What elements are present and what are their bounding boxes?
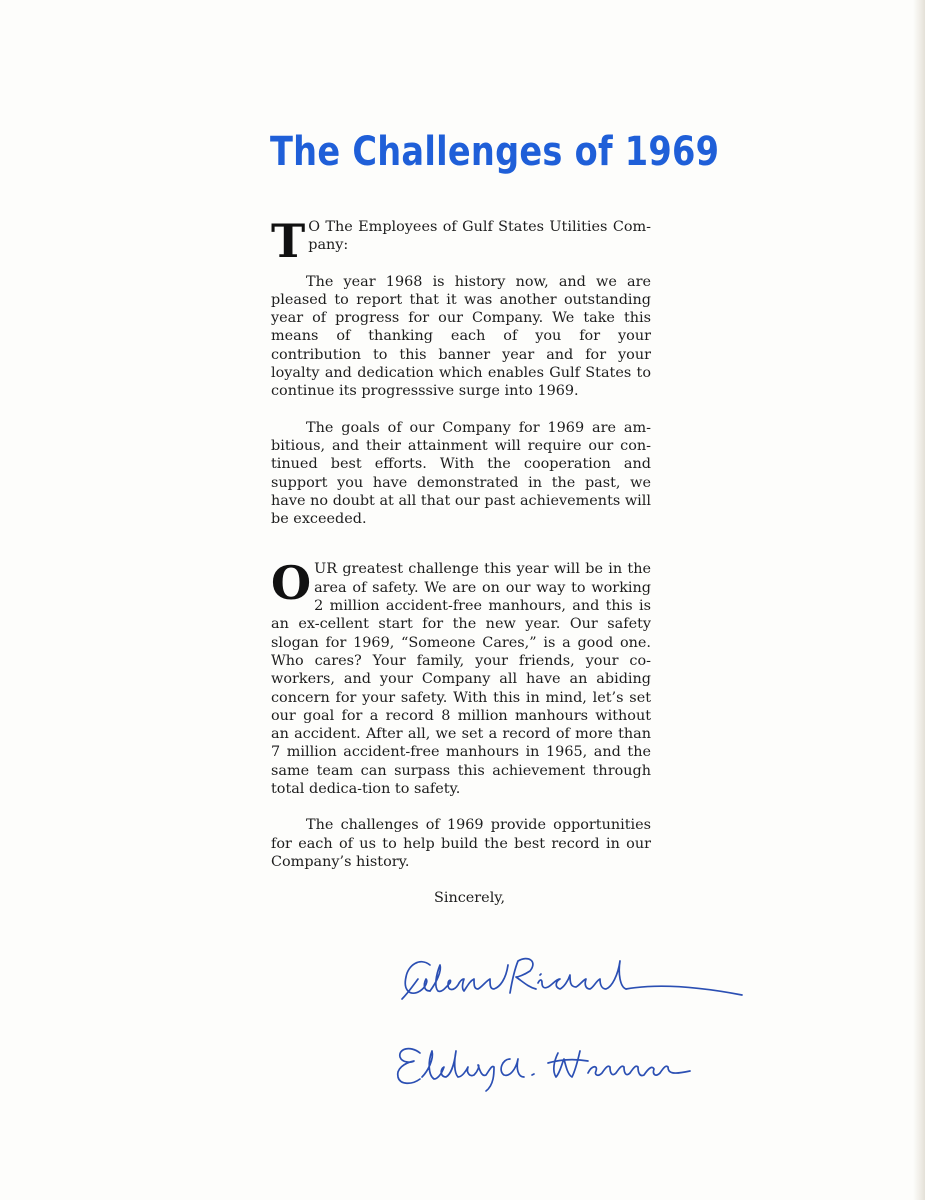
drop-cap-t: T — [271, 214, 306, 268]
signatures — [390, 935, 760, 1105]
paragraph-1: The year 1968 is history now, and we are pleased to report that it was another outstanding year of progress for our Company. We take this means of thanking each of you for your contribution to this banner year and for your loyalty and dedication which enables Gulf States to continue its progresssive surge into 1969. — [271, 273, 651, 400]
salutation-text: O The Employees of Gulf States Utilities Com-pany: — [308, 219, 651, 254]
signature-eldon-werner — [398, 1049, 690, 1091]
letter-body — [271, 214, 651, 925]
page-edge-shadow — [913, 0, 925, 1200]
signature-glenn-richard — [402, 959, 742, 999]
salutation — [271, 214, 651, 268]
signature-drawing — [390, 935, 760, 1105]
paragraph-2: The goals of our Company for 1969 are am-bitious, and their attainment will require our con-tinued best efforts. With the cooperation and support you have demonstrated in the past, we have no doubt at all that our past achievements will be exceeded. — [271, 419, 651, 528]
paragraph-4: The challenges of 1969 provide opportunities for each of us to help build the best record in our Company’s history. — [271, 817, 651, 870]
paragraph-3 — [271, 556, 651, 798]
page-title: The Challenges of 1969 — [270, 129, 720, 175]
drop-cap-o: O — [271, 556, 312, 611]
closing-sincerely: Sincerely, — [434, 890, 506, 907]
paragraph-3-text: UR greatest challenge this year will be in the area of safety. We are on our way to working 2 million accident-free manhours, and this is an ex-cellent start for the new year. Our safety slogan for 1969, “Someone Cares,” is a good one. Who cares? Your family, your friends, your co-workers, and your Company all have an abiding concern for your safety. With this in mind, let’s set our goal for a record 8 million manhours without an accident. After all, we set a record of more than 7 million accident-free manhours in 1965, and the same team can surpass this achievement through total dedica-tion to safety. — [271, 561, 651, 798]
